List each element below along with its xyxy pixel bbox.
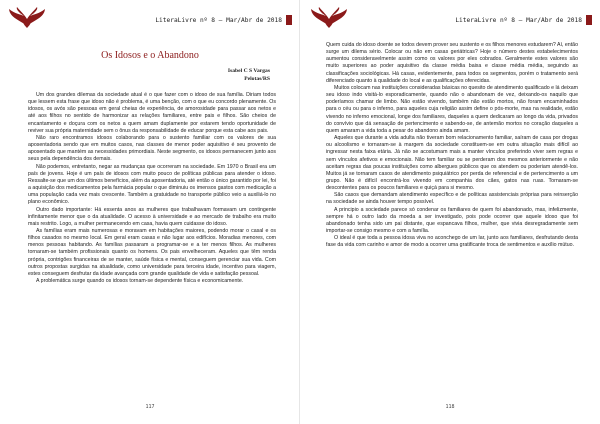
magazine-header-text: LiteraLivre nº 8 – Mar/Abr de 2018 (455, 16, 582, 24)
article-body-right (326, 42, 578, 250)
paragraph: Muitos colocam nas instituições consideradas básicas no quesito de atendimento qualificado e lá deixam seu idoso indo visitá-lo esporadicamente, quando não o abandonam de vez, deixando-os naquilo que poderíamos chamar de limbo. Não estão vivendo, também não estão mortos, não foram encaminhados para o céu ou para o inferno, para aqueles cuja religião assim define o pós-morte, mas na realidade, estão vivendo no inferno emocional, longe dos familiares, daqueles a quem dedicaram ao longo da vida, privados do convívio que dá sensação de pertencimento e sabendo-se, de antemão mortos no coração daqueles a quem amaram a vida toda a pesar do abandono ainda amam. (326, 84, 578, 134)
header-accent-bar (586, 15, 592, 25)
winged-heart-logo-icon (8, 6, 46, 30)
paragraph: Um dos grandes dilemas da sociedade atual é o que fazer com o idoso de sua família. Diriam todos que lessem esta frase que idoso não é problema, é uma benção, com o que eu concordo plenamente. Os idosos, os avós são pessoas em geral cheias de experiência, de amorosidade para passar aos netos e até aos filhos no sentido de harmonizar as relações familiares, entre pais e filhos. São cheios de encantamento e doçura com os netos a quem amam duplamente por estarem tendo oportunidade de reviver sua própria maternidade sem o ônus da responsabilidade de educar porque esta cabe aos pais. (28, 92, 276, 134)
paragraph: A problemática surge quando os idosos tornam-se dependente física e economicamente. (36, 278, 244, 285)
paragraph: São casos que demandam atendimento específico e de políticas assistenciais próprias para reinserção na sociedade se ainda houver tempo possível. (326, 192, 578, 206)
paragraph: A principio a sociedade parece só condenar os familiares de quem foi abandonado, mas, infelizmente, sempre há o outro lado da moeda a ser investigado, pois pode ocorrer que aquele idoso que foi abandonado tenha sido um pai distante, que espancava filhos, mulher, que vivia desregradamente sem importar-se consigo mesmo e com a família. (326, 206, 578, 235)
paragraph: Não podemos, entretanto, negar as mudanças que ocorreram na sociedade. Em 1970 o Brasil era um país de jovens. Hoje é um país de idosos com muito pouco de políticas públicas para atender o idoso. Ressalte-se que um dos últimos benefícios, além da aposentadoria, até então o único garantido por lei, foi a aquisição dos medicamentos pela farmácia popular o que diminuiu os imensos gastos com medicação a uma população cada vez mais crescente. Também a gratuidade no transporte público veio a auxiliá-lo no plano econômico. (28, 163, 276, 206)
winged-heart-logo-icon (310, 6, 348, 30)
paragraph: Outro dado importante: Há essenta anos as mulheres que trabalhavam formavam um contingente infinitamente menor que o da atualidade. O acesso à universidade e ao mercado de trabalho era muito mais restrito. Logo, a mulher permanecendo em casa, havia quem cuidasse do idoso. (28, 206, 276, 227)
article-title: Os Idosos e o Abandono (101, 50, 199, 61)
magazine-header-text: LiteraLivre nº 8 – Mar/Abr de 2018 (155, 16, 282, 24)
author-place: Pelotas/RS (244, 76, 270, 82)
right-page (300, 0, 600, 424)
page-number: 117 (145, 404, 155, 410)
article-body-left (28, 92, 276, 285)
author-block (228, 67, 270, 83)
paragraph: As famílias eram mais numerosas e moravam em habitações maiores, podendo morar o casal e os filhos casados no mesmo local. Em geral eram casas e não lugar aos edifícios. Moradias menores, com menos pessoas habitando. As famílias passaram a programar-se e a ter menos filhos. As mulheres tornaram-se também profissionais quanto os homens. Os pais envelheceram. Aqueles que têm renda própria, contrigões financeiras de se manter, saúde física e mental, conseguem gerenciar sua vida. Com outros propostas surgidas na atualidade, como universidade para terceira idade, incentivo para viagem, estes conseguem desfrutar da idade avançada com grande qualidade de vida e satisfação pessoal. (28, 227, 276, 277)
paragraph: O ideal é que toda a pessoa idosa viva no aconchego de um lar, junto aos familiares, desfrutando desta fase da vida com carinho e amor de modo a ocorrer uma gratificante troca de sentimentos e auxílio mútuo. (326, 235, 578, 249)
paragraph: Quem cuida do idoso doente se todos devem prover seu sustento e os filhos menores estudarem? Aí, então surge um dilema sério. Colocar ou não em casas geriátricas? Hoje o número destes estabelecimentos aumentou consideravelmente assim como os valores por eles cobrados. Geralmente estes valores são muito superiores ao poder aquisitivo da classe média baixa e classe média média, seguindo as classificações sociológicas. Há casas, evidentemente, para todos os segmentos, porém o tratamento será diferenciado quanto à qualidade do local e as qualificações oferecidas. (326, 42, 578, 84)
page-number: 118 (445, 404, 455, 410)
paragraph: Aqueles que durante a vida adulta não tiveram bom relacionamento familiar, saíram de casa por drogas ou alcoolismo e tornaram-se à margem da sociedade constituem-se em outra situação mais difícil ao ingressar nesta faixa etária. Já não se acostumam mais a manter vínculos preferindo viver sem regras e sem vínculos afetivos e emocionais. Não tem familiar ou se perderam dos mesmos anteriormente e não aceitam regras das poucas instituições como albergues públicos que os atendem ou poderiam atendê-los. Muitos já se tornaram casos de atendimento psiquiátrico por perda de referencial e de pertencimento a um grupo. Não é difícil encontrá-los vivendo em companhia dos cães, gatos nas ruas. Tornaram-se descontentes para os poucos familiares e quiçá para si mesmo. (326, 135, 578, 192)
paragraph: Não raro encontramos idosos colaborando para o sustento familiar com os valores de sua aposentadoria sendo que em muitos casos, nas classes de menor poder aquisitivo é seu provento de aposentado que mantém as necessidades primordiais. Neste segmento, os idosos permanecem junto aos seus pela dependência dos demais. (28, 134, 276, 163)
page-header (455, 12, 592, 28)
header-accent-bar (286, 15, 292, 25)
page-header (155, 12, 292, 28)
author-name: Isabel C S Vargas (227, 68, 270, 74)
